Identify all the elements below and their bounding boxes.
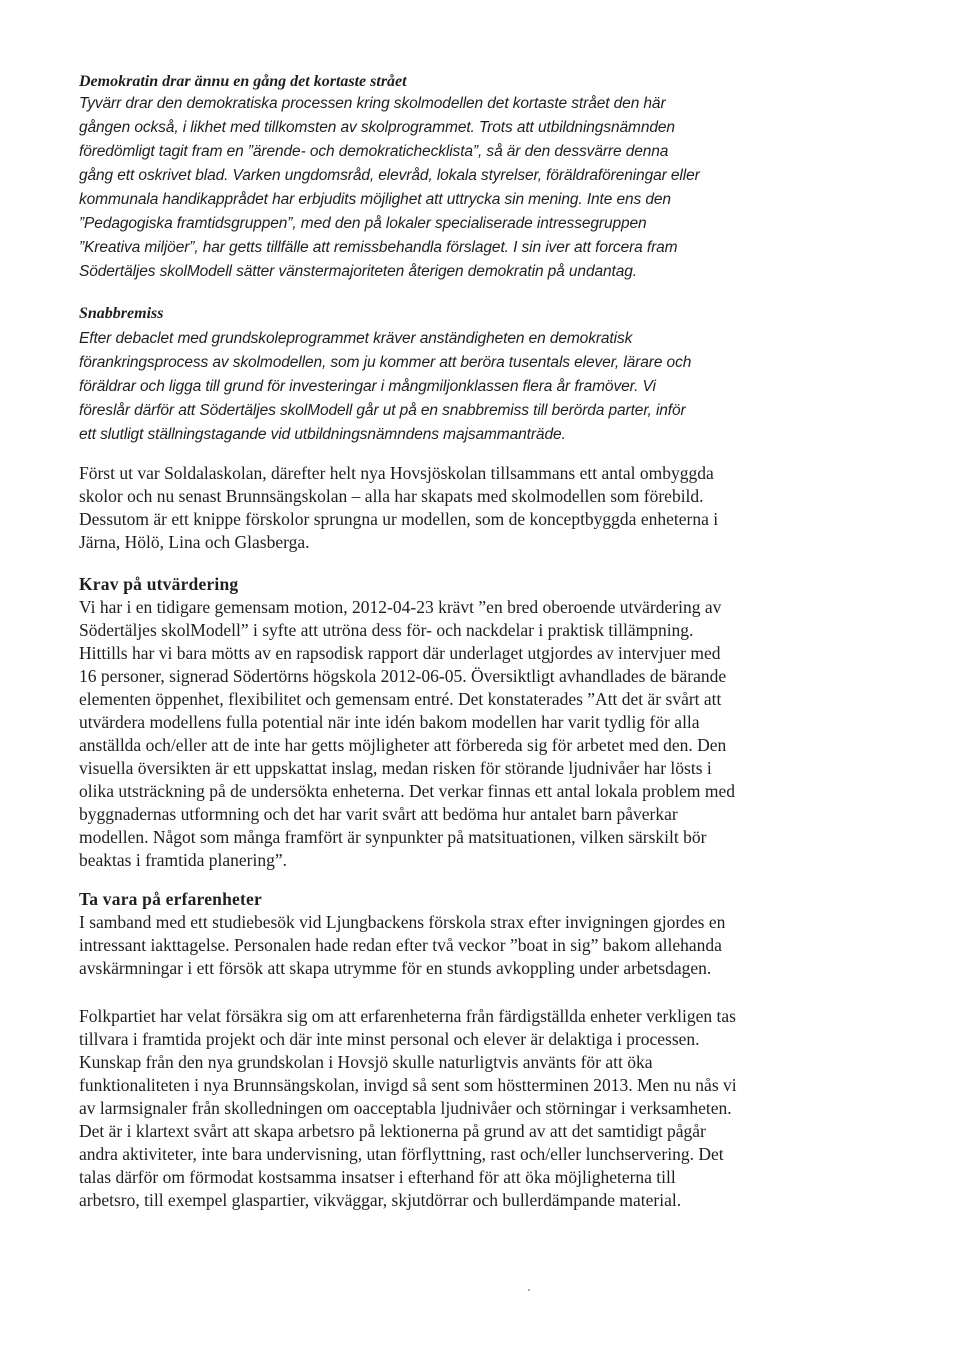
- text-line: modellen. Något som många framfört är synpunkter på matsituationen, vilken särskilt bör: [79, 827, 707, 847]
- section-heading-snabbremiss: Snabbremiss: [79, 305, 164, 322]
- text-line: andra aktiviteter, inte bara undervisning, utan förflyttning, rast och/eller lunchservering. Det: [79, 1144, 724, 1164]
- text-line: Dessutom är ett knippe förskolor sprungna ur modellen, som de konceptbyggda enheterna i: [79, 509, 719, 529]
- text-line: ”Kreativa miljöer”, har getts tillfälle att remissbehandla förslaget. I sin iver att forcera fram: [79, 239, 678, 256]
- text-line: arbetsro, till exempel glaspartier, vikväggar, skjutdörrar och bullerdämpande material.: [79, 1190, 682, 1210]
- text-line: skolor och nu senast Brunnsängskolan – alla har skapats med skolmodellen som förebild.: [79, 486, 704, 506]
- text-line: förankringsprocess av skolmodellen, som ju kommer att beröra tusentals elever, lärare och: [79, 354, 692, 371]
- text-line: föräldrar och ligga till grund för investeringar i mångmiljonklassen flera år framöver. Vi: [79, 378, 656, 395]
- text-line: föreslår därför att Södertäljes skolModell går ut på en snabbremiss till berörda parter, inför: [79, 402, 686, 419]
- text-line: beaktas i framtida planering”.: [79, 850, 287, 870]
- text-line: Folkpartiet har velat försäkra sig om att erfarenheterna från färdigställda enheter verkligen tas: [79, 1006, 736, 1026]
- text-line: talas därför om förmodat kostsamma insatser i efterhand för att öka möjligheterna till: [79, 1167, 676, 1187]
- text-line: gången också, i likhet med tillkomsten av skolprogrammet. Trots att utbildningsnämnden: [79, 119, 675, 136]
- text-line: 16 personer, signerad Södertörns högskola 2012-06-05. Översiktligt avhandlades de bärande: [79, 666, 727, 686]
- text-line: anställda och/eller att de inte har getts möjligheter att förbereda sig för arbetet med den. Den: [79, 735, 727, 755]
- text-line: utvärdera modellens fulla potential när inte idén bakom modellen har varit tydlig för alla: [79, 712, 700, 732]
- text-line: ett slutligt ställningstagande vid utbildningsnämndens majsammanträde.: [79, 426, 566, 443]
- text-line: ”Pedagogiska framtidsgruppen”, med den på lokaler specialiserade intressegruppen: [79, 215, 647, 232]
- text-line: Först ut var Soldalaskolan, därefter helt nya Hovsjöskolan tillsammans ett antal ombyggda: [79, 463, 714, 483]
- text-line: Södertäljes skolModell” i syfte att utröna dess för- och nackdelar i praktisk tillämpning.: [79, 620, 694, 640]
- text-line: Vi har i en tidigare gemensam motion, 2012-04-23 krävt ”en bred oberoende utvärdering av: [79, 597, 722, 617]
- text-line: Järna, Hölö, Lina och Glasberga.: [79, 532, 310, 552]
- text-line: Hittills har vi bara mötts av en rapsodisk rapport där underlaget utgjordes av intervjuer med: [79, 643, 721, 663]
- text-line: elementen öppenhet, flexibilitet och gemensam entré. Det konstaterades ”Att det är svårt att: [79, 689, 722, 709]
- text-line: Kunskap från den nya grundskolan i Hovsjö skulle naturligtvis använts för att öka: [79, 1052, 653, 1072]
- scan-speck: [528, 1289, 530, 1291]
- text-line: avskärmningar i ett försök att skapa utrymme för en stunds avkoppling under arbetsdagen.: [79, 958, 712, 978]
- text-line: olika utsträckning på de undersökta enheterna. Det verkar finnas ett antal lokala problem med: [79, 781, 736, 801]
- text-line: Tyvärr drar den demokratiska processen kring skolmodellen det kortaste strået den här: [79, 95, 666, 112]
- text-line: visuella översikten är ett uppskattat inslag, medan risken för störande ljudnivåer har lösts i: [79, 758, 712, 778]
- text-line: gång ett oskrivet blad. Varken ungdomsråd, elevråd, lokala styrelser, föräldraföreningar eller: [79, 167, 700, 184]
- text-line: Efter debaclet med grundskoleprogrammet kräver anständigheten en demokratisk: [79, 330, 633, 347]
- section-heading-demokrati: Demokratin drar ännu en gång det kortaste strået: [79, 73, 407, 90]
- text-line: kommunala handikapprådet har erbjudits möjlighet att uttrycka sin mening. Inte ens den: [79, 191, 671, 208]
- text-line: tillvara i framtida projekt och där inte minst personal och elever är delaktiga i processen.: [79, 1029, 700, 1049]
- text-line: byggnadernas utformning och det har varit svårt att bedöma hur antalet barn påverkar: [79, 804, 678, 824]
- text-line: I samband med ett studiebesök vid Ljungbackens förskola strax efter invigningen gjordes en: [79, 912, 726, 932]
- text-line: funktionaliteten i nya Brunnsängskolan, invigd så sent som höstterminen 2013. Men nu nås vi: [79, 1075, 737, 1095]
- text-line: föredömligt tagit fram en ”ärende- och demokratichecklista”, så är den dessvärre denna: [79, 143, 669, 160]
- section-heading-utvardering: Krav på utvärdering: [79, 574, 239, 594]
- section-heading-erfarenheter: Ta vara på erfarenheter: [79, 889, 262, 909]
- text-line: av larmsignaler från skolledningen om oacceptabla ljudnivåer och störningar i verksamheten.: [79, 1098, 732, 1118]
- text-line: intressant iakttagelse. Personalen hade redan efter två veckor ”boat in sig” bakom allehanda: [79, 935, 722, 955]
- text-line: Det är i klartext svårt att skapa arbetsro på lektionerna på grund av att det samtidigt pågår: [79, 1121, 706, 1141]
- text-line: Södertäljes skolModell sätter vänstermajoriteten återigen demokratin på undantag.: [79, 263, 637, 280]
